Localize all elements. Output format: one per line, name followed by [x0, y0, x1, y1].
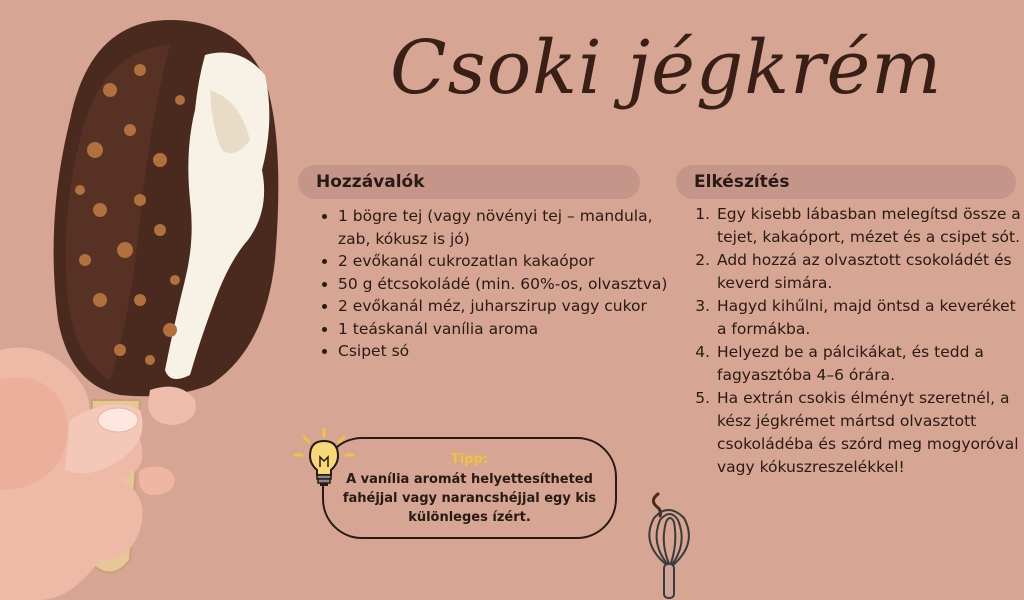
ingredients-list	[312, 205, 673, 363]
ingredient-item: • 2 evőkanál cukrozatlan kakaópor	[338, 250, 673, 273]
preparation-step: 2. Add hozzá az olvasztott csokoládét és keverd simára.	[715, 249, 1024, 295]
tip-box	[322, 437, 617, 539]
ingredient-item: • 2 evőkanál méz, juharszirup vagy cukor	[338, 295, 673, 318]
whisk-icon	[632, 488, 706, 600]
ice-cream-photo	[0, 0, 300, 600]
ingredients-heading: Hozzávalók	[298, 165, 640, 199]
ingredient-item: • 1 bögre tej (vagy növényi tej – mandula, zab, kókusz is jó)	[338, 205, 673, 250]
ingredient-item: • Csipet só	[338, 340, 673, 363]
preparation-heading: Elkészítés	[676, 165, 1016, 199]
preparation-step: 1. Egy kisebb lábasban melegítsd össze a tejet, kakaóport, mézet és a csipet sót.	[715, 203, 1024, 249]
preparation-step: 5. Ha extrán csokis élményt szeretnél, a kész jégkrémet mártsd olvasztott csokoládéba és szórd meg mogyoróval vagy kókuszreszelékkel!	[715, 387, 1024, 479]
page-title: Csoki jégkrém	[390, 25, 943, 111]
preparation-step: 3. Hagyd kihűlni, majd öntsd a keveréket a formákba.	[715, 295, 1024, 341]
lightbulb-icon	[292, 427, 356, 491]
ingredient-item: • 1 teáskanál vanília aroma	[338, 318, 673, 341]
preparation-step: 4. Helyezd be a pálcikákat, és tedd a fagyasztóba 4–6 órára.	[715, 341, 1024, 387]
tip-label: Tipp:	[450, 452, 489, 467]
tip-text: A vanília aromát helyettesítheted fahéjjal vagy narancshéjjal egy kis különleges ízért.	[342, 472, 597, 525]
preparation-steps	[692, 203, 1024, 479]
ingredient-item: • 50 g étcsokoládé (min. 60%-os, olvasztva)	[338, 273, 673, 296]
